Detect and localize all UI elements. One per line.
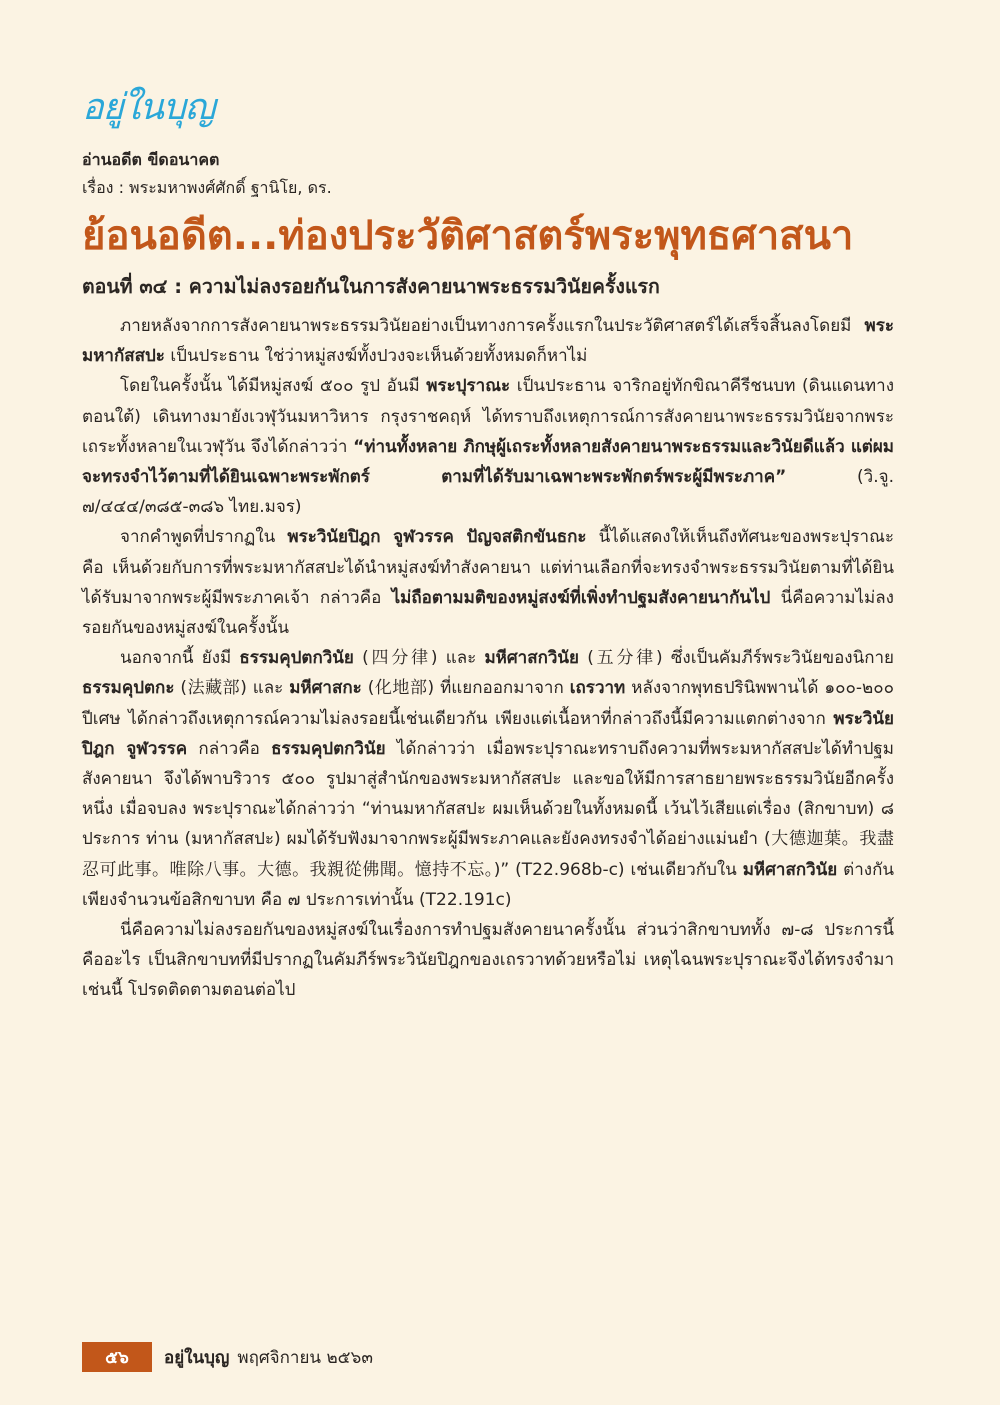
page-footer: [82, 1342, 373, 1372]
footer-issue-date: พฤศจิกายน ๒๕๖๓: [237, 1347, 373, 1368]
article-title: ย้อนอดีต...ท่องประวัติศาสตร์พระพุทธศาสนา: [82, 213, 854, 259]
paragraph-3: จากคำพูดที่ปรากฏใน พระวินัยปิฎก จูฬวรรค ปัญจสติกขันธกะ นี้ได้แสดงให้เห็นถึงทัศนะของพระปุราณะ คือ เห็นด้วยกับการที่พระมหากัสสปะได้นำหมู่สงฆ์ทำสังคายนา แต่ท่านเลือกที่จะทรงจำพระธรรมวินัยตามที่ได้ยินได้รับมาจากพระผู้มีพระภาคเจ้า กล่าวคือ ไม่ถือตามมติของหมู่สงฆ์ที่เพิ่งทำปฐมสังคายนากันไป นี่คือความไม่ลงรอยกันของหมู่สงฆ์ในครั้งนั้น: [82, 527, 894, 639]
paragraph-2: โดยในครั้งนั้น ได้มีหมู่สงฆ์ ๕๐๐ รูป อันมี พระปุราณะ เป็นประธาน จาริกอยู่ทักขิณาคีรีชนบท (ดินแดนทางตอนใต้) เดินทางมายังเวฬุวันมหาวิหาร กรุงราชคฤห์ ได้ทราบถึงเหตุการณ์การสังคายนาพระธรรมวินัยจากพระเถระทั้งหลายในเวฬุวัน จึงได้กล่าวว่า “ท่านทั้งหลาย ภิกษุผู้เถระทั้งหลายสังคายนาพระธรรมและวินัยดีแล้ว แต่ผมจะทรงจำไว้ตามที่ได้ยินเฉพาะพระพักตร์ ตามที่ได้รับมาเฉพาะพระพักตร์พระผู้มีพระภาค” (วิ.จู. ๗/๔๔๔/๓๘๕-๓๘๖ ไทย.มจร): [82, 376, 895, 518]
author-line: เรื่อง : พระมหาพงศ์ศักดิ์ ฐานิโย, ดร.: [82, 178, 332, 197]
episode-subtitle: ตอนที่ ๓๔ : ความไม่ลงรอยกันในการสังคายนาพระธรรมวินัยครั้งแรก: [82, 275, 660, 298]
paragraph-5: นี่คือความไม่ลงรอยกันของหมู่สงฆ์ในเรื่องการทำปฐมสังคายนาครั้งนั้น ส่วนว่าสิกขาบททั้ง ๗-๘ ประการนี้ คืออะไร เป็นสิกขาบทที่มีปรากฏในคัมภีร์พระวินัยปิฎกของเถรวาทด้วยหรือไม่ เหตุไฉนพระปุราณะจึงได้ทรงจำมาเช่นนี้ โปรดติดตามตอนต่อไป: [82, 920, 894, 1001]
magazine-logo: อยู่ในบุญ: [82, 87, 215, 128]
section-name: อ่านอดีต ขีดอนาคต: [82, 150, 220, 169]
footer-magazine-name: อยู่ในบุญ: [164, 1347, 230, 1368]
page-number: ๕๖: [82, 1342, 152, 1372]
paragraph-1: ภายหลังจากการสังคายนาพระธรรมวินัยอย่างเป็นทางการครั้งแรกในประวัติศาสตร์ได้เสร็จสิ้นลงโดยมี พระมหากัสสปะ เป็นประธาน ใช่ว่าหมู่สงฆ์ทั้งปวงจะเห็นด้วยทั้งหมดก็หาไม่: [82, 316, 894, 367]
paragraph-4: นอกจากนี้ ยังมี ธรรมคุปตกวินัย (四分律) และ มหีศาสกวินัย (五分律) ซึ่งเป็นคัมภีร์พระวินัยของนิกาย ธรรมคุปตกะ (法藏部) และ มหีศาสกะ (化地部) ที่แยกออกมาจาก เถรวาท หลังจากพุทธปรินิพพานได้ ๑๐๐-๒๐๐ ปีเศษ ได้กล่าวถึงเหตุการณ์ความไม่ลงรอยนี้เช่นเดียวกัน เพียงแต่เนื้อหาที่กล่าวถึงนี้มีความแตกต่างจาก พระวินัยปิฎก จูฬวรรค กล่าวคือ ธรรมคุปตกวินัย ได้กล่าวว่า เมื่อพระปุราณะทราบถึงความที่พระมหากัสสปะได้ทำปฐมสังคายนา จึงได้พาบริวาร ๕๐๐ รูปมาสู่สำนักของพระมหากัสสปะ และขอให้มีการสาธยายพระธรรมวินัยอีกครั้งหนึ่ง เมื่อจบลง พระปุราณะได้กล่าวว่า “ท่านมหากัสสปะ ผมเห็นด้วยในทั้งหมดนี้ เว้นไว้เสียแต่เรื่อง (สิกขาบท) ๘ ประการ ท่าน (มหากัสสปะ) ผมได้รับฟังมาจากพระผู้มีพระภาคและยังคงทรงจำได้อย่างแม่นยำ (大德迦葉。我盡忍可此事。唯除八事。大德。我親從佛聞。憶持不忘。)” (T22.968b-c) เช่นเดียวกับใน มหีศาสกวินัย ต่างกันเพียงจำนวนข้อสิกขาบท คือ ๗ ประการเท่านั้น (T22.191c): [82, 648, 895, 910]
article-body: [82, 311, 894, 1006]
